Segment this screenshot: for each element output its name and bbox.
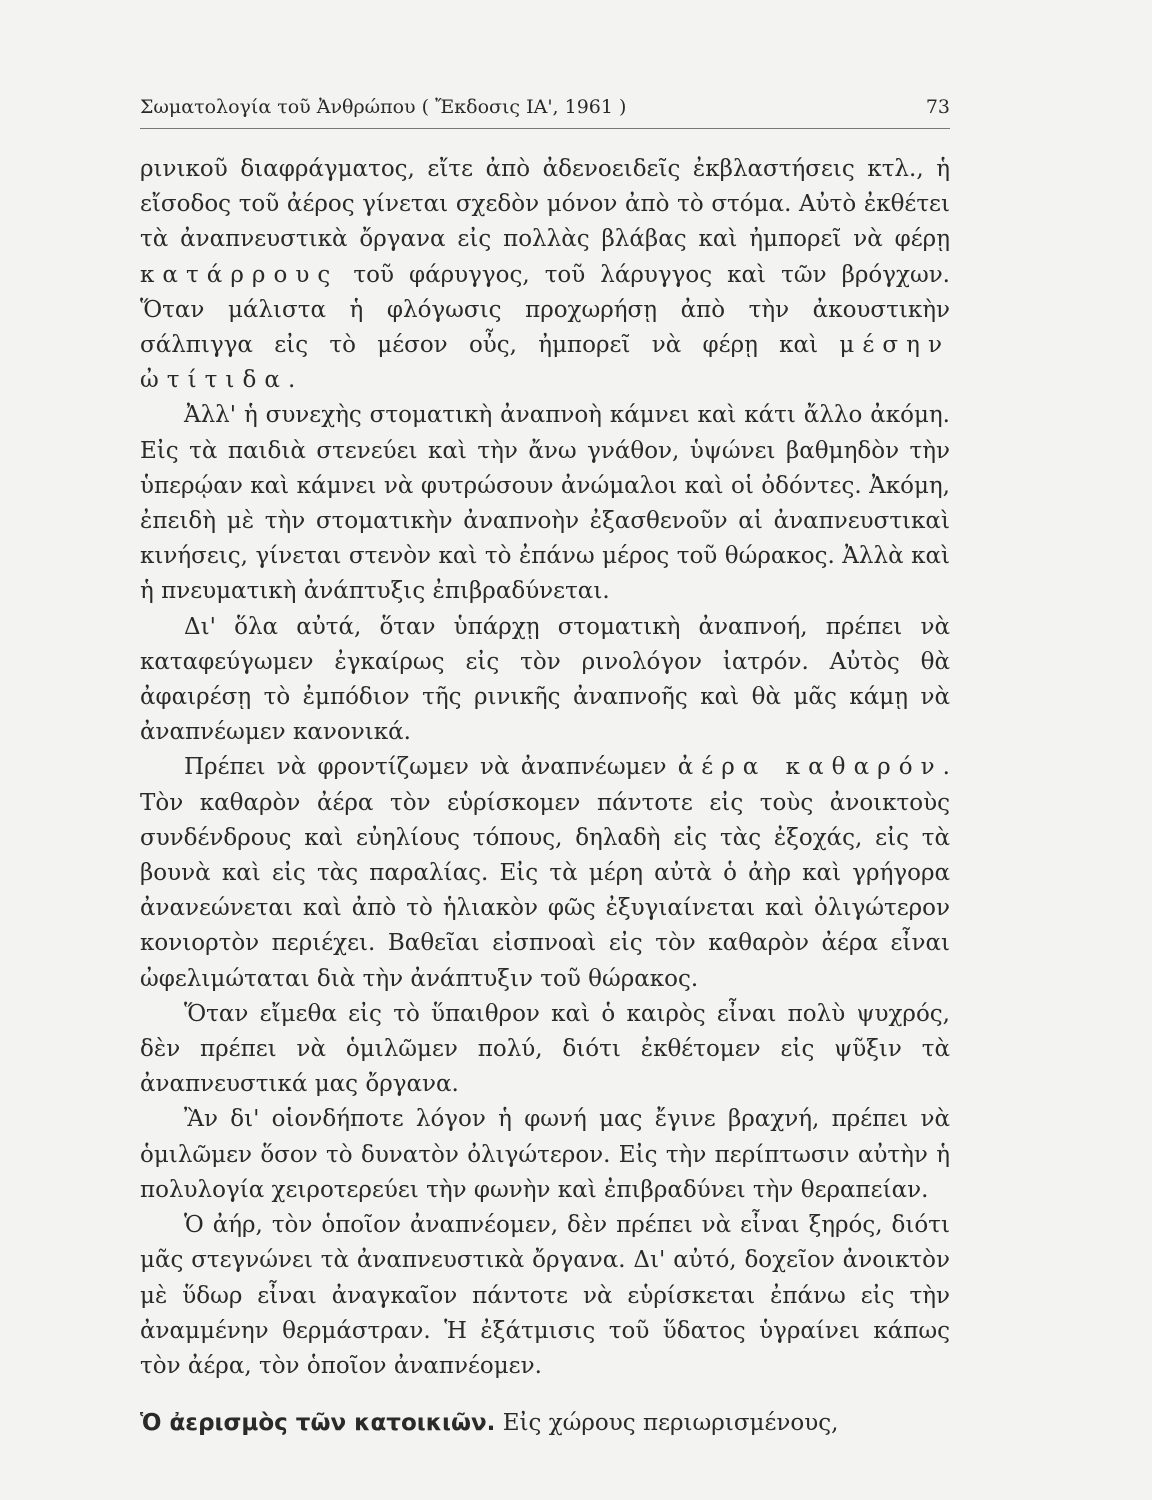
text-run: ρινικοῦ διαφράγματος, εἴτε ἀπὸ ἀδενοειδεῖς ἐκβλαστήσεις κτλ., ἡ εἴσοδος τοῦ ἀέρος γίνεται σχεδὸν μόνον ἀπὸ τὸ στόμα. Αὐτὸ ἐκθέτει τὰ ἀναπνευστικὰ ὄργανα εἰς πολλὰς βλάβας καὶ ἠμπορεῖ νὰ φέρῃ [140,156,950,253]
paragraph [140,750,950,996]
paragraph: Ὁ ἀήρ, τὸν ὁποῖον ἀναπνέομεν, δὲν πρέπει νὰ εἶναι ξηρός, διότι μᾶς στεγνώνει τὰ ἀναπνευστικὰ ὄργανα. Δι' αὐτό, δοχεῖον ἀνοικτὸν μὲ ὕδωρ εἶναι ἀναγκαῖον πάντοτε νὰ εὑρίσκεται ἐπάνω εἰς τὴν ἀναμμένην θερμάστραν. Ἡ ἐξάτμισις τοῦ ὕδατος ὑγραίνει κάπως τὸν ἀέρα, τὸν ὁποῖον ἀναπνέομεν. [140,1212,950,1379]
running-header [140,96,950,129]
paragraph: Ὅταν εἴμεθα εἰς τὸ ὕπαιθρον καὶ ὁ καιρὸς εἶναι πολὺ ψυχρός, δὲν πρέπει νὰ ὁμιλῶμεν πολύ, διότι ἐκθέτομεν εἰς ψῦξιν τὰ ἀναπνευστικά μας ὄργανα. [140,1000,950,1098]
paragraph: Δι' ὅλα αὐτά, ὅταν ὑπάρχῃ στοματικὴ ἀναπνοή, πρέπει νὰ καταφεύγωμεν ἐγκαίρως εἰς τὸν ρινολόγον ἰατρόν. Αὐτὸς θὰ ἀφαιρέσῃ τὸ ἐμπόδιον τῆς ρινικῆς ἀναπνοῆς καὶ θὰ μᾶς κάμῃ νὰ ἀναπνέωμεν κανονικά. [140,613,950,746]
text-run: Πρέπει νὰ φροντίζωμεν νὰ ἀναπνέωμεν [184,754,678,781]
section-text: Εἰς χώρους περιωρισμένους, [495,1410,839,1437]
section-paragraph [140,1406,950,1441]
text-run: τοῦ φάρυγγος, τοῦ λάρυγγος καὶ τῶν βρόγχων. Ὅταν μάλιστα ἡ φλόγωσις προχωρήσῃ ἀπὸ τὴν ἀκουστικὴν σάλπιγγα εἰς τὸ μέσον οὖς, ἠμπορεῖ νὰ φέρῃ καὶ [140,261,950,359]
spaced-term: κατάρρους [140,261,339,288]
paragraph: Ἂν δι' οἱονδήποτε λόγον ἡ φωνή μας ἔγινε βραχνή, πρέπει νὰ ὁμιλῶμεν ὅσον τὸ δυνατὸν ὀλιγώτερον. Εἰς τὴν περίπτωσιν αὐτὴν ἡ πολυλογία χειροτερεύει τὴν φωνὴν καὶ ἐπιβραδύνει τὴν θεραπείαν. [140,1106,950,1203]
paragraph: Ἀλλ' ἡ συνεχὴς στοματικὴ ἀναπνοὴ κάμνει καὶ κάτι ἄλλο ἀκόμη. Εἰς τὰ παιδιὰ στενεύει καὶ τὴν ἄνω γνάθον, ὑψώνει βαθμηδὸν τὴν ὑπερῴαν καὶ κάμνει νὰ φυτρώσουν ἀνώμαλοι καὶ οἱ ὀδόντες. Ἀκόμη, ἐπειδὴ μὲ τὴν στοματικὴν ἀναπνοὴν ἐξασθενοῦν αἱ ἀναπνευστικαὶ κινήσεις, γίνεται στενὸν καὶ τὸ ἐπάνω μέρος τοῦ θώρακος. Ἀλλὰ καὶ ἡ πνευματικὴ ἀνάπτυξις ἐπιβραδύνεται. [140,402,950,605]
text-run: . Τὸν καθαρὸν ἀέρα τὸν εὑρίσκομεν πάντοτε εἰς τοὺς ἀνοικτοὺς συνδένδρους καὶ εὐηλίους τόπους, δηλαδὴ εἰς τὰς ἐξοχάς, εἰς τὰ βουνὰ καὶ εἰς τὰς παραλίας. Εἰς τὰ μέρη αὐτὰ ὁ ἀὴρ καὶ γρήγορα ἀνανεώνεται καὶ ἀπὸ τὸ ἡλιακὸν φῶς ἐξυγιαίνεται καὶ ὀλιγώτερον κονιορτὸν περιέχει. Βαθεῖαι εἰσπνοαὶ εἰς τὸν καθαρὸν ἀέρα εἶναι ὠφελιμώταται διὰ τὴν ἀνάπτυξιν τοῦ θώρακος. [140,754,950,992]
running-title: Σωματολογία τοῦ Ἀνθρώπου ( Ἔκδοσις ΙΑ', 1961 ) [140,96,627,118]
paragraph [140,152,950,398]
spaced-term: μέσην ὠτίτιδα [140,332,950,394]
section-title: Ὁ ἀερισμὸς τῶν κατοικιῶν. [140,1410,496,1437]
text-run: . [287,367,296,394]
spaced-term: ἀέρα καθαρόν [677,754,943,781]
body-text [140,152,950,1441]
page-number: 73 [925,96,950,118]
